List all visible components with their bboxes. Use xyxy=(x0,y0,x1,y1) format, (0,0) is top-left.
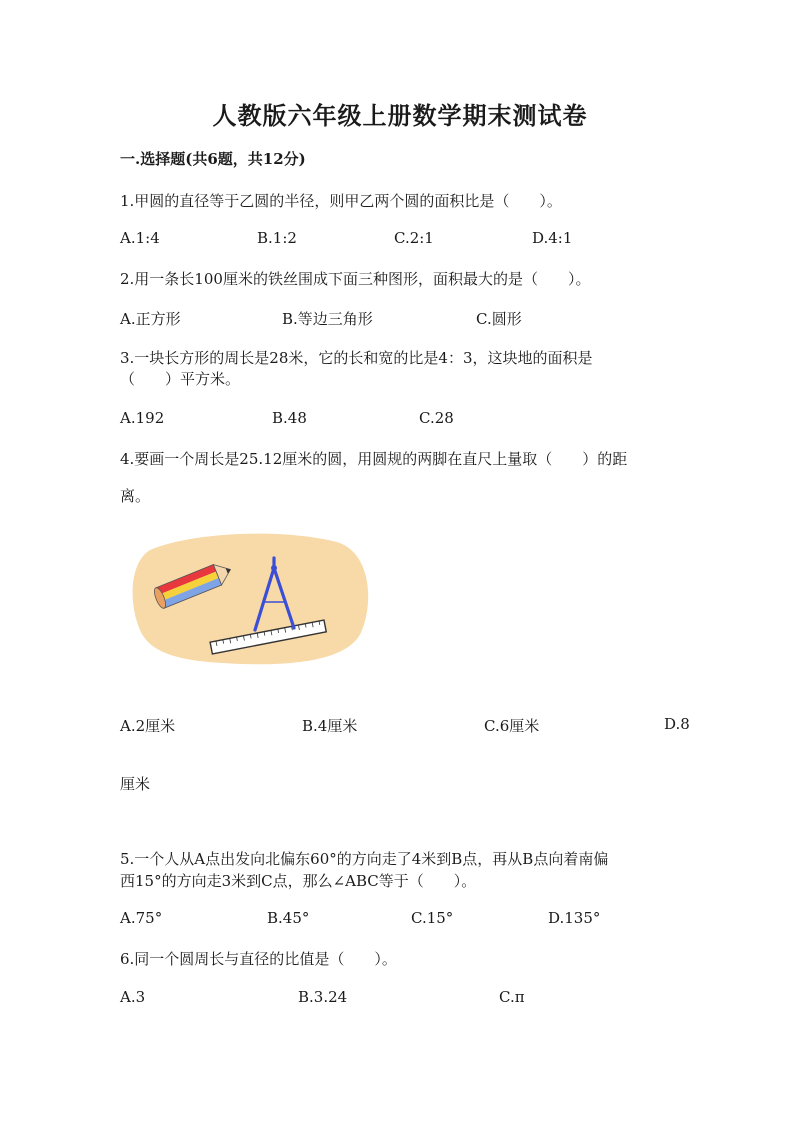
q1-option-c: C.2:1 xyxy=(394,229,434,247)
q3-option-b: B.48 xyxy=(272,409,307,427)
question-1: 1.甲圆的直径等于乙圆的半径，则甲乙两个圆的面积比是（ ）。 xyxy=(120,192,562,210)
q3-option-c: C.28 xyxy=(419,409,454,427)
q5-option-c: C.15° xyxy=(411,909,454,927)
q5-option-a: A.75° xyxy=(120,909,163,927)
q3-option-a: A.192 xyxy=(120,409,165,427)
q4-option-c: C.6厘米 xyxy=(484,717,540,735)
q5-option-b: B.45° xyxy=(267,909,310,927)
question-6: 6.同一个圆周长与直径的比值是（ ）。 xyxy=(120,950,397,968)
q4-option-b: B.4厘米 xyxy=(302,717,358,735)
q6-option-c: C.π xyxy=(499,988,525,1006)
question-5-line-1: 5.一个人从A点出发向北偏东60°的方向走了4米到B点，再从B点向着南偏 xyxy=(120,850,609,868)
question-2: 2.用一条长100厘米的铁丝围成下面三种图形，面积最大的是（ ）。 xyxy=(120,270,591,288)
q6-option-b: B.3.24 xyxy=(298,988,348,1006)
pencil-compass-ruler-illustration xyxy=(132,530,372,670)
q5-option-d: D.135° xyxy=(548,909,601,927)
q2-option-b: B.等边三角形 xyxy=(282,310,373,328)
q1-option-d: D.4:1 xyxy=(532,229,573,247)
page-title: 人教版六年级上册数学期末测试卷 xyxy=(212,101,588,130)
q4-option-a: A.2厘米 xyxy=(120,717,176,735)
section-heading: 一.选择题(共6题，共12分) xyxy=(120,150,306,168)
q4-option-d-wrap: 厘米 xyxy=(120,775,151,793)
q1-option-b: B.1:2 xyxy=(257,229,297,247)
question-5-line-2: 西15°的方向走3米到C点，那么∠ABC等于（ ）。 xyxy=(120,872,477,890)
question-3-line-2: （ ）平方米。 xyxy=(120,370,241,388)
q1-option-a: A.1:4 xyxy=(120,229,160,247)
question-4-line-1: 4.要画一个周长是25.12厘米的圆，用圆规的两脚在直尺上量取（ ）的距 xyxy=(120,450,628,468)
question-3-line-1: 3.一块长方形的周长是28米，它的长和宽的比是4：3，这块地的面积是 xyxy=(120,349,593,367)
question-4-line-2: 离。 xyxy=(120,487,151,505)
q4-option-d: D.8 xyxy=(664,715,690,733)
q2-option-c: C.圆形 xyxy=(476,310,522,328)
q2-option-a: A.正方形 xyxy=(120,310,181,328)
q6-option-a: A.3 xyxy=(120,988,146,1006)
